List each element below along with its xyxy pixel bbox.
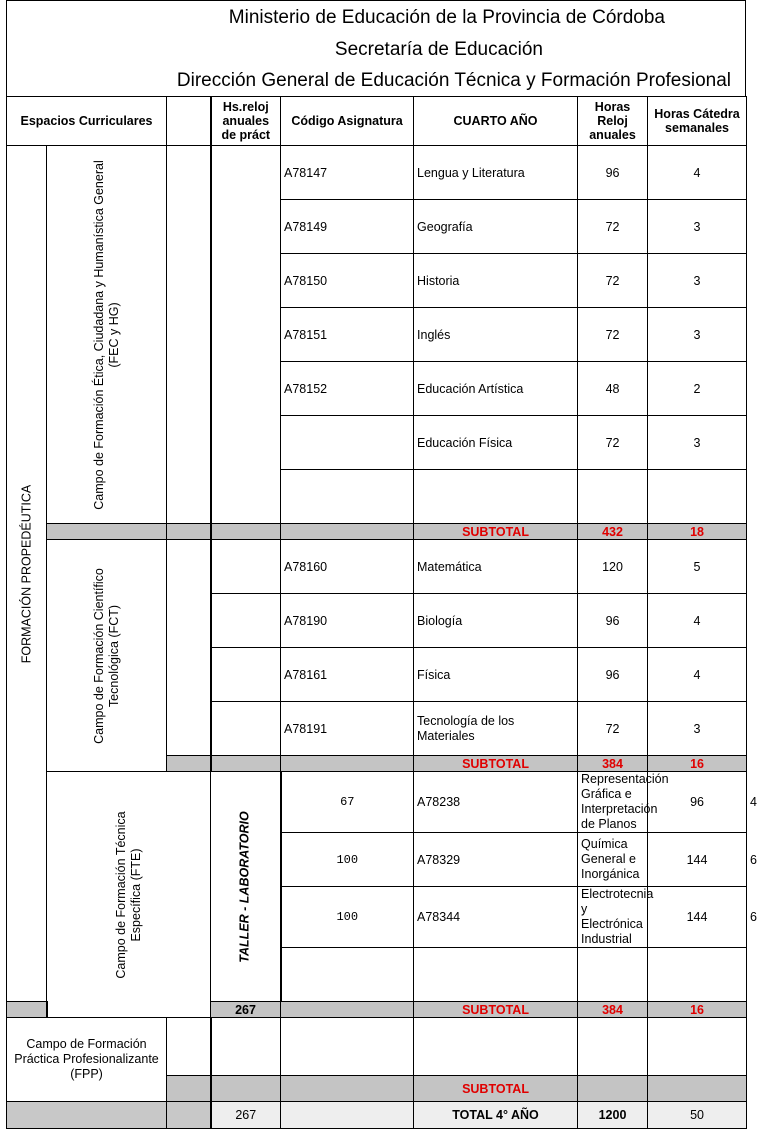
codigo-cell: A78238 bbox=[414, 772, 578, 833]
horas-reloj-cell: 72 bbox=[578, 702, 648, 756]
horas-reloj-cell: 72 bbox=[578, 308, 648, 362]
fec-subtotal-row bbox=[7, 524, 747, 540]
horas-reloj-cell: 96 bbox=[578, 648, 648, 702]
horas-reloj-cell: 144 bbox=[648, 887, 747, 948]
fec-line2: (FEC y HG) bbox=[106, 301, 121, 368]
asignatura-cell: Geografía bbox=[414, 200, 578, 254]
codigo-cell: A78161 bbox=[281, 648, 414, 702]
codigo-cell: A78151 bbox=[281, 308, 414, 362]
asignatura-cell bbox=[414, 1018, 578, 1076]
taller-text: TALLER - LABORATORIO bbox=[237, 810, 252, 963]
subtotal-spacer bbox=[281, 1002, 414, 1018]
header-direction: Dirección General de Educación Técnica y Formación Profesional bbox=[176, 70, 731, 91]
subtotal-horas-catedra bbox=[648, 1076, 747, 1102]
fpp-empty-cell bbox=[167, 1018, 211, 1076]
header-secretariat: Secretaría de Educación bbox=[334, 39, 543, 60]
horas-catedra-cell bbox=[648, 1018, 747, 1076]
total-practica: 267 bbox=[211, 1102, 281, 1129]
asignatura-cell: Física bbox=[414, 648, 578, 702]
codigo-cell bbox=[281, 416, 414, 470]
horas-catedra-cell: 3 bbox=[648, 702, 747, 756]
total-spacer bbox=[167, 1102, 211, 1129]
fct-line2: Tecnológica (FCT) bbox=[106, 604, 121, 707]
practica-cell bbox=[211, 594, 281, 648]
asignatura-cell: Representación Gráfica e Interpretación de Planos bbox=[578, 772, 648, 833]
total-horas-catedra: 50 bbox=[648, 1102, 747, 1129]
codigo-cell: A78147 bbox=[281, 146, 414, 200]
fec-line1: Campo de Formación Ética, Ciudadana y Humanística General bbox=[91, 159, 106, 510]
practica-cell: 67 bbox=[281, 772, 414, 833]
header-ministry: Ministerio de Educación de la Provincia de Córdoba bbox=[228, 7, 665, 28]
horas-reloj-cell: 96 bbox=[578, 594, 648, 648]
practica-cell bbox=[211, 648, 281, 702]
subtotal-spacer bbox=[281, 524, 414, 540]
asignatura-cell: Electrotecnia y Electrónica Industrial bbox=[578, 887, 648, 948]
subtotal-horas-catedra: 16 bbox=[648, 1002, 747, 1018]
horas-catedra-cell: 3 bbox=[648, 416, 747, 470]
asignatura-cell bbox=[578, 948, 648, 1002]
fct-text bbox=[92, 568, 122, 744]
codigo-cell: A78149 bbox=[281, 200, 414, 254]
practica-cell bbox=[211, 702, 281, 756]
codigo-cell: A78150 bbox=[281, 254, 414, 308]
horas-reloj-cell: 72 bbox=[578, 416, 648, 470]
subtotal-horas-catedra: 16 bbox=[648, 756, 747, 772]
fte-text bbox=[114, 811, 144, 978]
codigo-cell: A78152 bbox=[281, 362, 414, 416]
subtotal-horas-reloj: 384 bbox=[578, 756, 648, 772]
col-anio-header: CUARTO AÑO bbox=[414, 97, 578, 146]
subtotal-spacer bbox=[211, 1076, 281, 1102]
col-horas-catedra-header: Horas Cátedra semanales bbox=[648, 97, 747, 146]
col-codigo-header: Código Asignatura bbox=[281, 97, 414, 146]
asignatura-cell: Lengua y Literatura bbox=[414, 146, 578, 200]
asignatura-cell: Biología bbox=[414, 594, 578, 648]
practica-cell bbox=[211, 1018, 281, 1076]
total-horas-reloj: 1200 bbox=[578, 1102, 648, 1129]
table-row bbox=[7, 1018, 747, 1076]
total-spacer bbox=[281, 1102, 414, 1129]
horas-reloj-cell: 96 bbox=[578, 146, 648, 200]
col-horas-reloj-header: Horas Reloj anuales bbox=[578, 97, 648, 146]
asignatura-cell: Educación Física bbox=[414, 416, 578, 470]
fte-line1: Campo de Formación Técnica bbox=[113, 810, 128, 979]
practica-cell: 100 bbox=[281, 887, 414, 948]
practica-cell bbox=[281, 948, 414, 1002]
subtotal-spacer bbox=[167, 756, 211, 772]
horas-catedra-cell: 4 bbox=[648, 146, 747, 200]
horas-catedra-cell: 3 bbox=[648, 308, 747, 362]
horas-catedra-cell: 3 bbox=[648, 200, 747, 254]
subtotal-label: SUBTOTAL bbox=[414, 1002, 578, 1018]
horas-reloj-cell: 48 bbox=[578, 362, 648, 416]
codigo-cell bbox=[281, 470, 414, 524]
subtotal-spacer bbox=[281, 1076, 414, 1102]
subtotal-label: SUBTOTAL bbox=[414, 756, 578, 772]
subtotal-spacer bbox=[281, 756, 414, 772]
horas-reloj-cell bbox=[578, 470, 648, 524]
practica-cell: 100 bbox=[281, 833, 414, 887]
total-spacer bbox=[7, 1102, 167, 1129]
subtotal-horas-catedra: 18 bbox=[648, 524, 747, 540]
subtotal-spacer bbox=[47, 524, 167, 540]
horas-reloj-cell bbox=[578, 1018, 648, 1076]
subtotal-spacer bbox=[211, 756, 281, 772]
subtotal-horas-reloj bbox=[578, 1076, 648, 1102]
horas-reloj-cell: 72 bbox=[578, 254, 648, 308]
asignatura-cell: Química General e Inorgánica bbox=[578, 833, 648, 887]
col-espacios-header: Espacios Curriculares bbox=[7, 97, 167, 146]
fte-line2: Específica (FTE) bbox=[128, 847, 143, 942]
horas-catedra-cell: 5 bbox=[648, 540, 747, 594]
asignatura-cell: Tecnología de los Materiales bbox=[414, 702, 578, 756]
subtotal-spacer bbox=[167, 524, 211, 540]
asignatura-cell: Educación Artística bbox=[414, 362, 578, 416]
taller-label bbox=[211, 772, 281, 1002]
horas-catedra-cell: 3 bbox=[648, 254, 747, 308]
formacion-propedeutica-text: FORMACIÓN PROPEDÉUTICA bbox=[19, 484, 33, 663]
col-practica-header: Hs.reloj anuales de práct bbox=[211, 97, 281, 146]
subtotal-spacer bbox=[7, 1002, 47, 1018]
table-row: 100 A78329 Química General e Inorgánica 144 6 bbox=[7, 833, 747, 887]
fec-practica-cell bbox=[211, 146, 281, 524]
fct-empty-cell bbox=[167, 540, 211, 756]
table-row: Campo de Formación Técnica Específica (FTE) TALLER - LABORATORIO 67 A78238 Representación Gráfica e Interpretación de Planos 96 4 bbox=[7, 772, 747, 833]
subtotal-spacer bbox=[211, 524, 281, 540]
subtotal-spacer bbox=[167, 1076, 211, 1102]
asignatura-cell: Matemática bbox=[414, 540, 578, 594]
horas-catedra-cell: 2 bbox=[648, 362, 747, 416]
horas-reloj-cell: 144 bbox=[648, 833, 747, 887]
practica-cell bbox=[211, 540, 281, 594]
fct-line1: Campo de Formación Científico bbox=[91, 567, 106, 744]
horas-reloj-cell: 120 bbox=[578, 540, 648, 594]
codigo-cell bbox=[281, 1018, 414, 1076]
subtotal-horas-reloj: 432 bbox=[578, 524, 648, 540]
horas-catedra-cell: 4 bbox=[648, 594, 747, 648]
formacion-propedeutica-label bbox=[7, 146, 47, 1002]
fec-empty-cell bbox=[167, 146, 211, 524]
asignatura-cell: Historia bbox=[414, 254, 578, 308]
fec-label bbox=[47, 146, 167, 524]
col-empty-header bbox=[167, 97, 211, 146]
subtotal-practica: 267 bbox=[211, 1002, 281, 1018]
horas-reloj-cell: 72 bbox=[578, 200, 648, 254]
codigo-cell: A78191 bbox=[281, 702, 414, 756]
asignatura-cell: Inglés bbox=[414, 308, 578, 362]
total-label: TOTAL 4° AÑO bbox=[414, 1102, 578, 1129]
codigo-cell: A78160 bbox=[281, 540, 414, 594]
table-row: 100 A78344 Electrotecnia y Electrónica Industrial 144 6 bbox=[7, 887, 747, 948]
codigo-cell: A78344 bbox=[414, 887, 578, 948]
total-row bbox=[7, 1102, 747, 1129]
curriculum-table bbox=[6, 96, 757, 1129]
asignatura-cell bbox=[414, 470, 578, 524]
document-header bbox=[6, 0, 746, 96]
subtotal-horas-reloj: 384 bbox=[578, 1002, 648, 1018]
fte-label bbox=[47, 772, 211, 1018]
fct-label bbox=[47, 540, 167, 772]
fec-text bbox=[92, 160, 122, 509]
table-row bbox=[7, 540, 747, 594]
subtotal-label: SUBTOTAL bbox=[414, 1076, 578, 1102]
horas-reloj-cell bbox=[648, 948, 747, 1002]
codigo-cell bbox=[414, 948, 578, 1002]
subtotal-label: SUBTOTAL bbox=[414, 524, 578, 540]
horas-reloj-cell: 96 bbox=[648, 772, 747, 833]
codigo-cell: A78329 bbox=[414, 833, 578, 887]
fpp-label: Campo de Formación Práctica Profesionalizante (FPP) bbox=[7, 1018, 167, 1102]
horas-catedra-cell bbox=[648, 470, 747, 524]
table-row bbox=[7, 146, 747, 200]
codigo-cell: A78190 bbox=[281, 594, 414, 648]
horas-catedra-cell: 4 bbox=[648, 648, 747, 702]
table-header-row bbox=[7, 97, 747, 146]
